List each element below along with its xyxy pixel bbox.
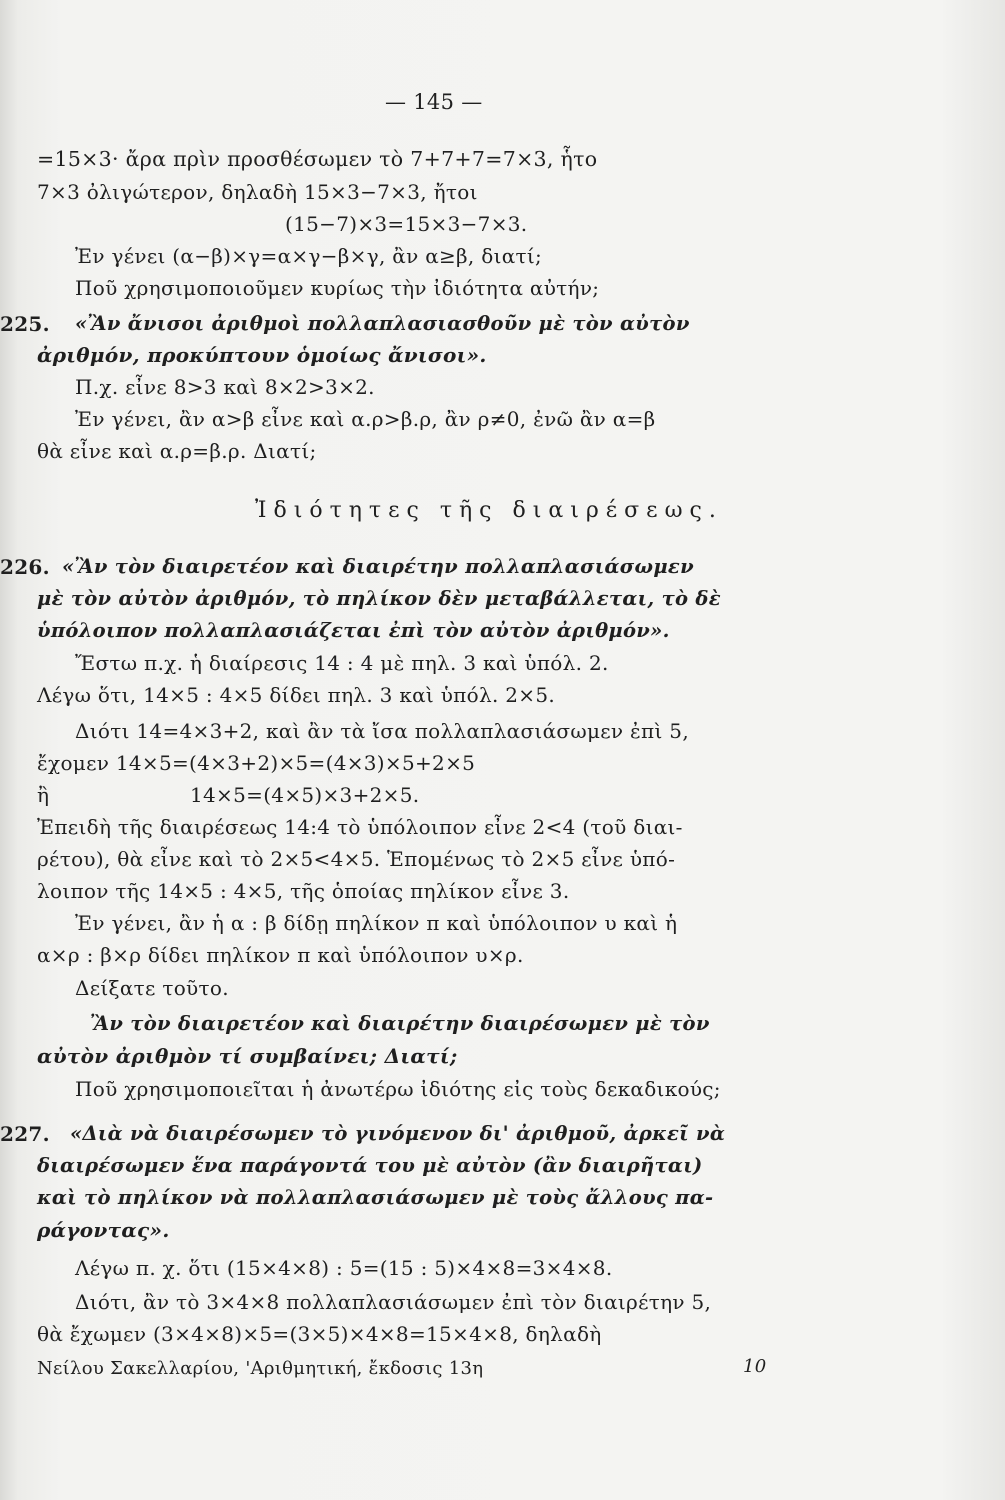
text-line: 7×3 ὀλιγώτερον, δηλαδὴ 15×3−7×3, ἤτοι (37, 180, 478, 204)
text-line: Ἐπειδὴ τῆς διαιρέσεως 14:4 τὸ ὑπόλοιπον εἶνε 2<4 (τοῦ διαι- (37, 815, 683, 839)
text-line: Δείξατε τοῦτο. (75, 976, 229, 1000)
theorem-text: διαιρέσωμεν ἕνα παράγοντά του μὲ αὐτὸν (ἂν διαιρῆται) (37, 1154, 703, 1177)
text-line: Λέγω ὅτι, 14×5 : 4×5 δίδει πηλ. 3 καὶ ὑπόλ. 2×5. (37, 683, 556, 707)
text-line: Ποῦ χρησιμοποιεῖται ἡ ἀνωτέρω ἰδιότης εἰς τοὺς δεκαδικούς; (75, 1077, 721, 1101)
theorem-text: μὲ τὸν αὐτὸν ἀριθμόν, τὸ πηλίκον δὲν μεταβάλλεται, τὸ δὲ (37, 587, 721, 610)
text-line: =15×3· ἄρα πρὶν προσθέσωμεν τὸ 7+7+7=7×3, ἧτο (37, 147, 598, 171)
section-number-227: 227. (0, 1122, 50, 1146)
text-line: Διότι, ἂν τὸ 3×4×8 πολλαπλασιάσωμεν ἐπὶ τὸν διαιρέτην 5, (75, 1290, 712, 1314)
footer-sheet-number: 10 (743, 1356, 767, 1377)
theorem-text: ὑπόλοιπον πολλαπλασιάζεται ἐπὶ τὸν αὐτὸν ἀριθμόν». (37, 619, 670, 642)
footer-author-title: Νείλου Σακελλαρίου, 'Αριθμητική, ἔκδοσις 13η (37, 1358, 484, 1379)
section-number-225: 225. (0, 312, 50, 336)
text-line: ρέτου), θὰ εἶνε καὶ τὸ 2×5<4×5. Ἑπομένως τὸ 2×5 εἶνε ὑπό- (37, 847, 676, 871)
text-line: Λέγω π. χ. ὅτι (15×4×8) : 5=(15 : 5)×4×8=3×4×8. (75, 1256, 613, 1280)
theorem-text: ἀριθμόν, προκύπτουν ὁμοίως ἄνισοι». (37, 343, 487, 367)
section-heading: Ἰδιότητες τῆς διαιρέσεως. (255, 498, 723, 523)
text-line: θὰ ἔχωμεν (3×4×8)×5=(3×5)×4×8=15×4×8, δηλαδὴ (37, 1322, 602, 1346)
page-number: — 145 — (385, 90, 483, 114)
theorem-text: «Ἂν τὸν διαιρετέον καὶ διαιρέτην πολλαπλασιάσωμεν (62, 555, 694, 578)
text-line: Ἔστω π.χ. ἡ διαίρεσις 14 : 4 μὲ πηλ. 3 καὶ ὑπόλ. 2. (75, 651, 609, 675)
text-line: Ἐν γένει, ἂν α>β εἶνε καὶ α.ρ>β.ρ, ἂν ρ≠0, ἐνῶ ἂν α=β (75, 407, 656, 431)
text-line: λοιπον τῆς 14×5 : 4×5, τῆς ὁποίας πηλίκον εἶνε 3. (37, 879, 570, 903)
theorem-text: ράγοντας». (37, 1218, 170, 1242)
text-line: Ἐν γένει, ἂν ἡ α : β δίδῃ πηλίκον π καὶ ὑπόλοιπον υ καὶ ἡ (75, 911, 678, 935)
theorem-text: καὶ τὸ πηλίκον νὰ πολλαπλασιάσωμεν μὲ τοὺς ἄλλους πα- (37, 1186, 714, 1209)
text-line: α×ρ : β×ρ δίδει πηλίκον π καὶ ὑπόλοιπον υ×ρ. (37, 943, 524, 967)
text-line: θὰ εἶνε καὶ α.ρ=β.ρ. Διατί; (37, 439, 317, 463)
section-number-226: 226. (0, 555, 50, 579)
text-line: Διότι 14=4×3+2, καὶ ἂν τὰ ἴσα πολλαπλασιάσωμεν ἐπὶ 5, (75, 719, 689, 743)
text-line: 14×5=(4×5)×3+2×5. (190, 783, 420, 807)
theorem-text: «Ἂν ἄνισοι ἀριθμοὶ πολλαπλασιασθοῦν μὲ τὸν αὐτὸν (75, 312, 690, 335)
theorem-text: «Διὰ νὰ διαιρέσωμεν τὸ γινόμενον δι' ἀριθμοῦ, ἀρκεῖ νὰ (70, 1122, 726, 1145)
text-line: Ἐν γένει (α−β)×γ=α×γ−β×γ, ἂν α≥β, διατί; (75, 244, 543, 268)
question-text: αὐτὸν ἀριθμὸν τί συμβαίνει; Διατί; (37, 1044, 458, 1068)
question-text: Ἂν τὸν διαιρετέον καὶ διαιρέτην διαιρέσωμεν μὲ τὸν (90, 1012, 710, 1035)
text-line: ἢ (37, 783, 50, 807)
text-line: (15−7)×3=15×3−7×3. (285, 212, 528, 236)
text-line: Π.χ. εἶνε 8>3 καὶ 8×2>3×2. (75, 375, 375, 399)
text-line: ἔχομεν 14×5=(4×3+2)×5=(4×3)×5+2×5 (37, 751, 476, 775)
text-line: Ποῦ χρησιμοποιοῦμεν κυρίως τὴν ἰδιότητα αὐτήν; (75, 276, 600, 300)
